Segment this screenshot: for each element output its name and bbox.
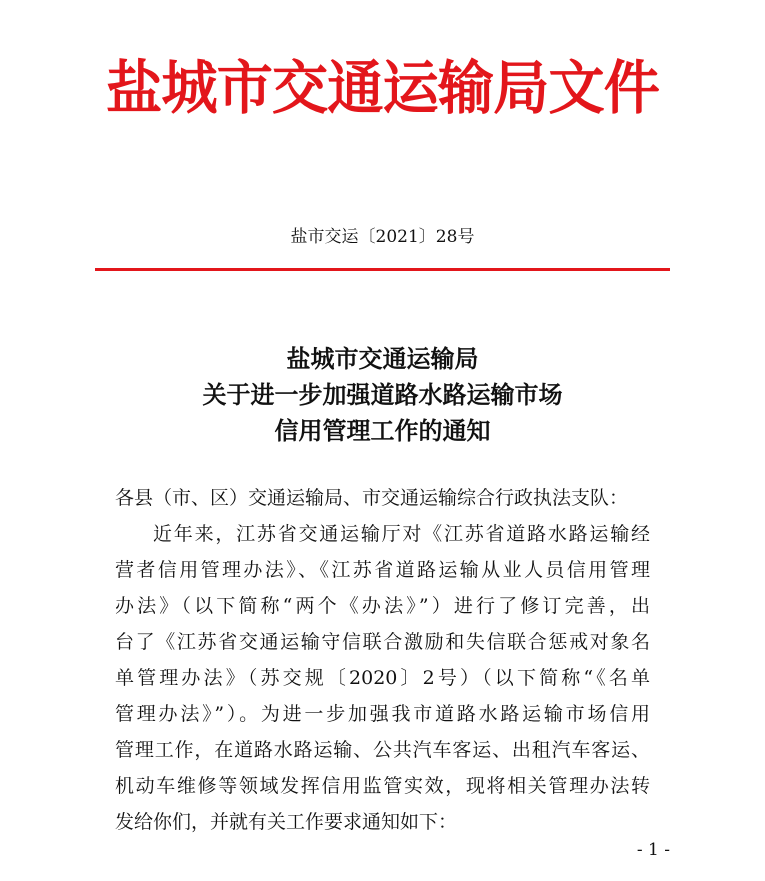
- red-divider-line: [95, 268, 670, 271]
- title-line-2: 关于进一步加强道路水路运输市场: [202, 380, 563, 409]
- paragraph-line-6: 管理办法》”）。为进一步加强我市道路水路运输市场信用: [115, 703, 650, 725]
- paragraph-line-3: 办法》（以下简称“两个《办法》”）进行了修订完善，出: [115, 595, 650, 617]
- title-line-3: 信用管理工作的通知: [274, 416, 491, 445]
- paragraph-line-2: 营者信用管理办法》、《江苏省道路运输从业人员信用管理: [115, 559, 650, 581]
- notice-title: [95, 341, 670, 449]
- paragraph-line-8: 机动车维修等领域发挥信用监管实效，现将相关管理办法转: [115, 775, 650, 797]
- document-number: 盐市交运〔2021〕28号: [290, 227, 475, 247]
- salutation: 各县（市、区）交通运输局、市交通运输综合行政执法支队：: [115, 487, 629, 509]
- paragraph-line-4: 台了《江苏省交通运输守信联合激励和失信联合惩戒对象名: [115, 631, 650, 653]
- title-line-1: 盐城市交通运输局: [286, 344, 479, 373]
- paragraph-line-5: 单管理办法》（苏交规〔2020〕2号）（以下简称“《名单: [115, 667, 650, 689]
- paragraph-line-7: 管理工作，在道路水路运输、公共汽车客运、出租汽车客运、: [115, 739, 650, 761]
- masthead-title: 盐城市交通运输局文件: [106, 54, 659, 122]
- body-text: [115, 480, 650, 840]
- page-number: - 1 -: [636, 840, 670, 860]
- paragraph-line-1: 近年来，江苏省交通运输厅对《江苏省道路水路运输经: [153, 523, 650, 545]
- paragraph-line-9: 发给你们，并就有关工作要求通知如下：: [115, 811, 458, 833]
